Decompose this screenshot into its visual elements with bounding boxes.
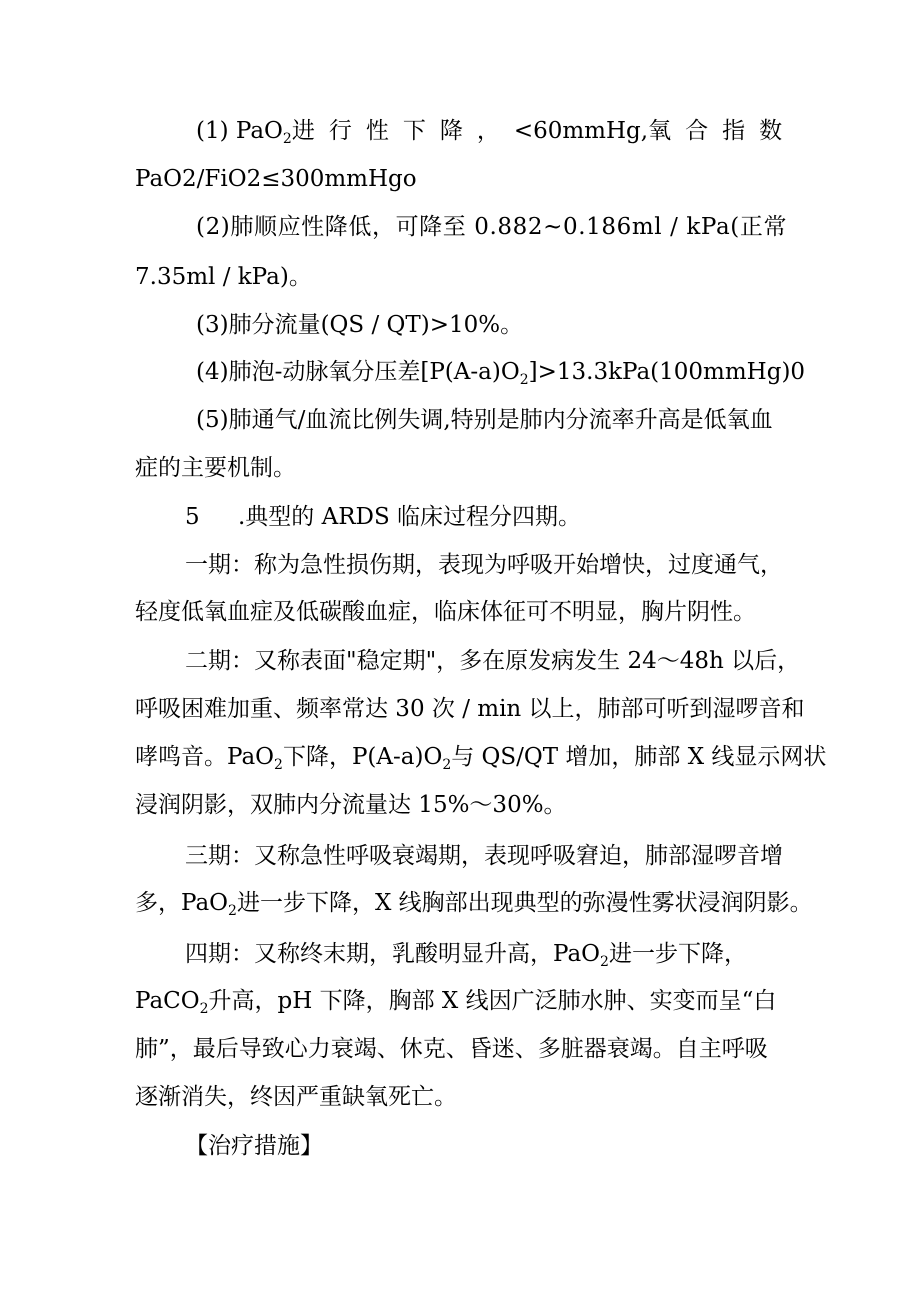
stage-3-line-2: 多，PaO$_2$进一步下降，X 线胸部出现典型的弥漫性雾状浸润阴影。 (135, 890, 813, 919)
item-5-line-2: 症的主要机制。 (135, 455, 296, 481)
document-page: (1) PaO$_2$ 进行性下降， <60mmHg, 氧合指数 PaO2/FiO2≤300mmHgo (2)肺顺应性降低，可降至 0.882~0.186ml / kPa(正常 7.35ml / kPa)。 (3)肺分流量(QS / QT)>10%。 (4)肺泡-动脉氧分压差$[P(A-a)O_2]>13.3kPa(100mmHg)0$ (5)肺通气/血流比例失调,特别是肺内分流率升高是低氧血 症的主要机制。 5 .典型的 ARDS 临床过程分四期。 一期：称为急性损伤期，表现为呼吸开始增快，过度通气， 轻度低氧血症及低碳酸血症，临床体征可不明显，胸片阴性。 二期：又称表面"稳定期"，多在原发病发生 24～48h 以后， 呼吸困难加重、频率常达 30 次 / min 以上，肺部可听到湿啰音和 哮鸣音。PaO$_2$下降，$P(A-a)O_2$与 QS/QT 增加，肺部 X 线显示网状 浸润阴影，双肺内分流量达 15%～30%。 三期：又称急性呼吸衰竭期，表现呼吸窘迫，肺部湿啰音增 多，PaO$_2$进一步下降，X 线胸部出现典型的弥漫性雾状浸润阴影。 四期：又称终末期，乳酸明显升高，PaO$_2$进一步下降， PaCO$_2$升高，pH 下降，胸部 X 线因广泛肺水肿、实变而呈“白 肺”，最后导致心力衰竭、休克、昏迷、多脏器衰竭。自主呼吸 逐渐消失，终因严重缺氧死亡。 【治疗措施】 (0, 0, 920, 1301)
stage-2-line-3: 哮鸣音。PaO$_2$下降，$P(A-a)O_2$与 QS/QT 增加，肺部 X 线显示网状 (135, 744, 827, 773)
stage-4-line-3: 肺”，最后导致心力衰竭、休克、昏迷、多脏器衰竭。自主呼吸 (135, 1036, 768, 1062)
item-4: (4)肺泡-动脉氧分压差$[P(A-a)O_2]>13.3kPa(100mmHg)0$ (196, 359, 806, 388)
stage-3-line-1: 三期：又称急性呼吸衰竭期，表现呼吸窘迫，肺部湿啰音增 (185, 843, 783, 869)
item-2-line-1: (2)肺顺应性降低，可降至 0.882~0.186ml / kPa(正常 (196, 214, 788, 240)
item-1-line-1: (1) PaO$_2$ 进行性下降， <60mmHg, 氧合指数 (196, 118, 797, 147)
item-5-line-1: (5)肺通气/血流比例失调,特别是肺内分流率升高是低氧血 (196, 407, 773, 433)
item-1-line-2: PaO2/FiO2≤300mmHgo (135, 166, 417, 192)
stage-2-line-1: 二期：又称表面"稳定期"，多在原发病发生 24～48h 以后， (185, 648, 801, 674)
stage-1-line-1: 一期：称为急性损伤期，表现为呼吸开始增快，过度通气， (185, 552, 783, 578)
stage-2-line-2: 呼吸困难加重、频率常达 30 次 / min 以上，肺部可听到湿啰音和 (135, 696, 805, 722)
item-2-line-2: 7.35ml / kPa)。 (135, 264, 312, 290)
treatment-heading: 【治疗措施】 (185, 1133, 323, 1159)
stage-4-line-1: 四期：又称终末期，乳酸明显升高，PaO$_2$进一步下降， (185, 941, 747, 970)
stage-1-line-2: 轻度低氧血症及低碳酸血症，临床体征可不明显，胸片阴性。 (135, 599, 756, 625)
stage-4-line-2: PaCO$_2$升高，pH 下降，胸部 X 线因广泛肺水肿、实变而呈“白 (135, 988, 777, 1017)
stage-2-line-4: 浸润阴影，双肺内分流量达 15%～30%。 (135, 792, 567, 818)
stage-4-line-4: 逐渐消失，终因严重缺氧死亡。 (135, 1084, 457, 1110)
item-3: (3)肺分流量(QS / QT)>10%。 (196, 312, 524, 338)
